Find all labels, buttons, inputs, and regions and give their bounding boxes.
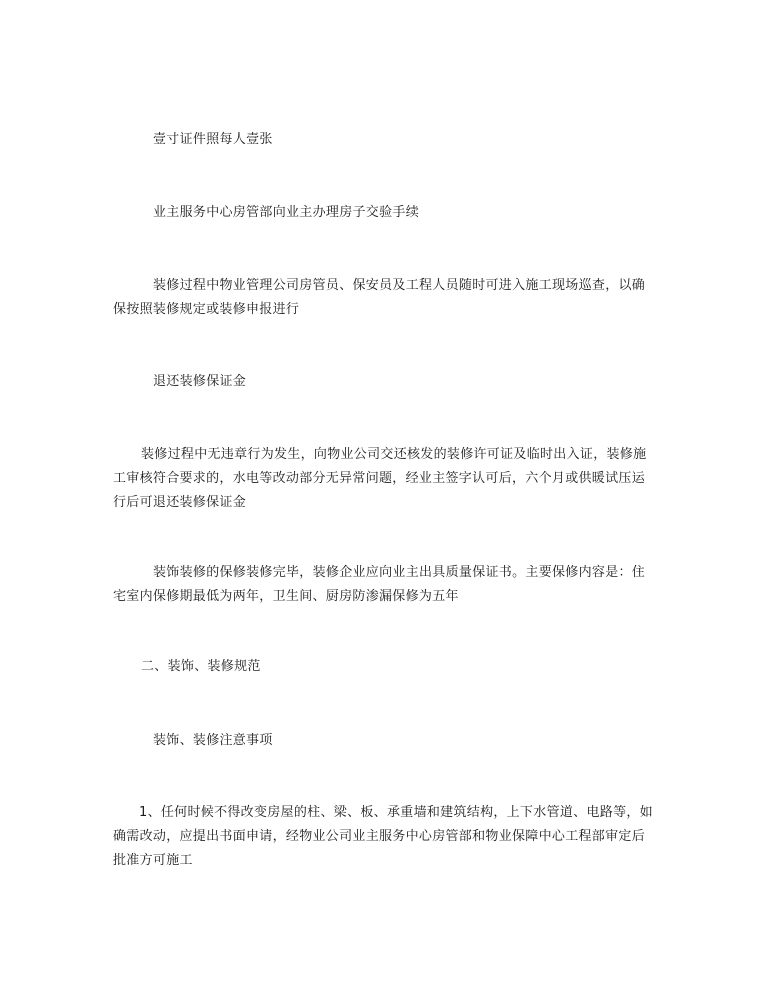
subheading-decoration-notes: 装饰、装修注意事项 (153, 733, 273, 748)
paragraph-deposit-refund-heading: 退还装修保证金 (153, 374, 247, 389)
paragraph-id-photo: 壹寸证件照每人壹张 (153, 132, 273, 147)
paragraph-deposit-refund-conditions: 装修过程中无违章行为发生，向物业公司交还核发的装修许可证及临时出入证，装修施工审核符合要求的，水电等改动部分无异常问题，经业主签字认可后，六个月或供暖试压运行后可退还装修保证金 (113, 447, 647, 510)
paragraph-warranty: 装饰装修的保修装修完毕，装修企业应向业主出具质量保证书。主要保修内容是：住宅室内保修期最低为两年，卫生间、厨房防渗漏保修为五年 (113, 565, 646, 604)
paragraph-rule-1-structure: 1、任何时候不得改变房屋的柱、梁、板、承重墙和建筑结构，上下水管道、电路等，如确需改动，应提出书面申请，经物业公司业主服务中心房管部和物业保障中心工程部审定后批准方可施工 (113, 805, 653, 868)
paragraph-handover-procedure: 业主服务中心房管部向业主办理房子交验手续 (153, 205, 420, 220)
section-heading-decoration-standards: 二、装饰、装修规范 (141, 659, 261, 674)
paragraph-site-inspection: 装修过程中物业管理公司房管员、保安员及工程人员随时可进入施工现场巡查，以确保按照装修规定或装修申报进行 (113, 278, 646, 317)
